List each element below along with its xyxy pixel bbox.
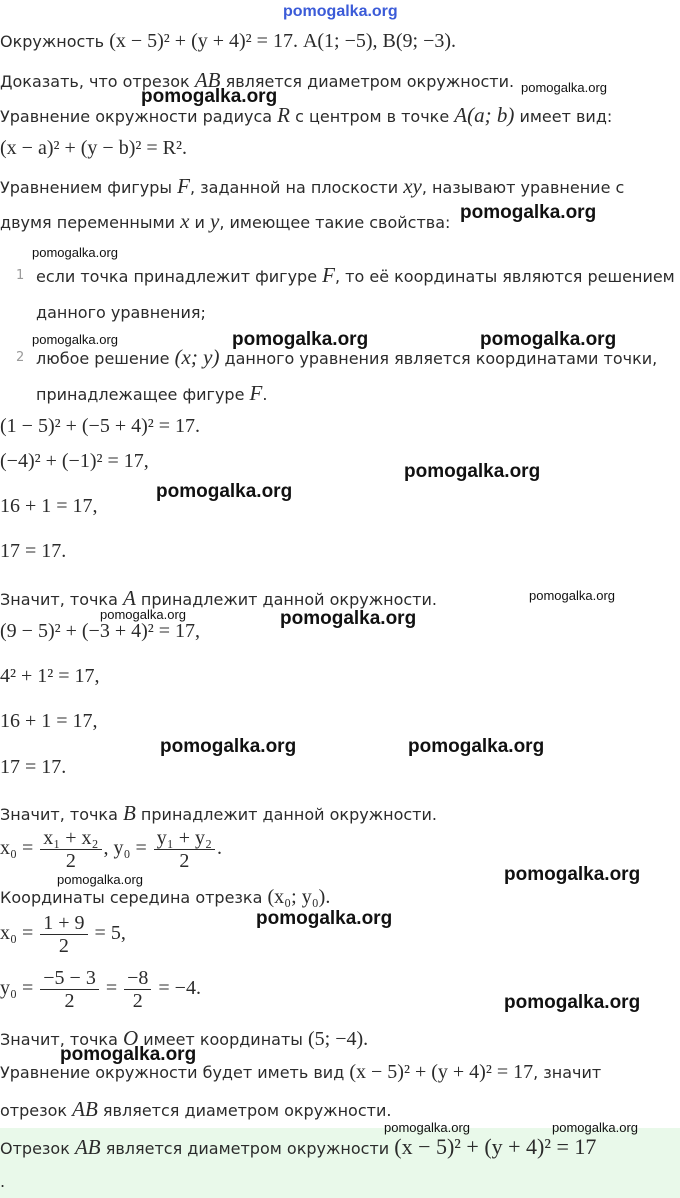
math: y₀ =	[0, 977, 34, 1000]
math: (x₀; y₀).	[267, 886, 331, 908]
fraction	[40, 827, 101, 872]
text: принадлежит данной окружности.	[140, 590, 437, 609]
numerator: −5 − 3	[40, 967, 99, 990]
answer-end: .	[0, 1172, 6, 1191]
math: R	[277, 103, 290, 127]
numerator: x₁ + x₂	[40, 827, 101, 850]
list-number: 2	[16, 350, 25, 365]
problem-label: Окружность	[0, 32, 105, 51]
text: является диаметром окружности.	[225, 72, 515, 91]
math: (x; y)	[174, 345, 220, 369]
text: двумя переменными	[0, 213, 175, 232]
math: x₀ =	[0, 922, 34, 945]
list-item-1-line-1	[36, 263, 675, 288]
check-b-line-2: 4² + 1² = 17,	[0, 665, 100, 687]
watermark: pomogalka.org	[256, 908, 393, 929]
watermark: pomogalka.org	[384, 1120, 470, 1135]
math: AB	[74, 1135, 101, 1159]
text: Значит, точка	[0, 805, 118, 824]
math: (5; −4).	[308, 1028, 369, 1050]
math: F	[322, 263, 335, 287]
text: Доказать, что отрезок	[0, 72, 190, 91]
text: имеет вид:	[519, 107, 613, 126]
math: x₀ =	[0, 837, 34, 860]
math: =	[105, 977, 118, 1000]
text: если точка принадлежит фигуре	[36, 267, 318, 286]
text: , то её координаты являются решением	[334, 267, 675, 286]
text: , имеющее такие свойства:	[219, 213, 451, 232]
check-a-line-4: 17 = 17.	[0, 540, 67, 562]
math: x	[180, 209, 190, 233]
watermark-top: pomogalka.org	[283, 3, 398, 20]
text: Значит, точка	[0, 590, 118, 609]
answer-line	[0, 1134, 596, 1160]
list-item-1-line-2: данного уравнения;	[36, 303, 206, 322]
text: является диаметром окружности	[105, 1139, 390, 1158]
check-a-line-2: (−4)² + (−1)² = 17,	[0, 450, 149, 472]
watermark: pomogalka.org	[160, 736, 297, 757]
watermark: pomogalka.org	[504, 992, 641, 1013]
watermark: pomogalka.org	[480, 329, 617, 350]
y0-calculation	[0, 967, 201, 1012]
text: Координаты середина отрезка	[0, 888, 263, 907]
numerator: y₁ + y₂	[154, 827, 215, 850]
fraction	[124, 967, 151, 1012]
denominator: 2	[65, 850, 76, 872]
watermark: pomogalka.org	[141, 86, 278, 107]
denominator: 2	[132, 990, 143, 1012]
check-b-line-1: (9 − 5)² + (−3 + 4)² = 17,	[0, 620, 201, 642]
midpoint-formula	[0, 827, 222, 872]
check-b-line-4: 17 = 17.	[0, 756, 67, 778]
math: (x − 5)² + (y + 4)² = 17	[394, 1134, 597, 1159]
text: любое решение	[36, 349, 170, 368]
watermark: pomogalka.org	[57, 872, 143, 887]
numerator: −8	[124, 967, 151, 990]
watermark: pomogalka.org	[529, 588, 615, 603]
watermark: pomogalka.org	[156, 481, 293, 502]
text: , заданной на плоскости	[189, 178, 399, 197]
watermark: pomogalka.org	[404, 461, 541, 482]
math: .	[217, 837, 222, 860]
text: , называют уравнение с	[421, 178, 625, 197]
watermark: pomogalka.org	[460, 202, 597, 223]
denominator: 2	[64, 990, 75, 1012]
text: с центром в точке	[295, 107, 450, 126]
theory-line-4	[0, 209, 450, 234]
watermark: pomogalka.org	[100, 607, 186, 622]
watermark: pomogalka.org	[60, 1044, 197, 1065]
math: (x − 5)² + (y + 4)² = 17	[349, 1061, 534, 1083]
text: принадлежит данной окружности.	[140, 805, 437, 824]
math: AB	[194, 68, 221, 92]
math: , y₀ =	[103, 837, 147, 860]
denominator: 2	[58, 935, 69, 957]
watermark: pomogalka.org	[521, 80, 607, 95]
check-b-conclusion	[0, 801, 437, 826]
midpoint-caption	[0, 886, 330, 909]
check-a-line-1: (1 − 5)² + (−5 + 4)² = 17.	[0, 415, 201, 437]
watermark: pomogalka.org	[32, 245, 118, 260]
text: данного уравнения является координатами точки,	[224, 349, 658, 368]
text: Отрезок	[0, 1139, 70, 1158]
theory-line-1	[0, 103, 612, 128]
text: отрезок	[0, 1101, 68, 1120]
fraction	[154, 827, 215, 872]
list-number: 1	[16, 268, 25, 283]
problem-equation: (x − 5)² + (y + 4)² = 17. A(1; −5), B(9; −3).	[109, 30, 457, 52]
list-item-2-line-2	[36, 381, 267, 406]
watermark: pomogalka.org	[280, 608, 417, 629]
numerator: 1 + 9	[40, 912, 87, 935]
fraction	[40, 912, 87, 957]
problem-line-1	[0, 30, 456, 53]
x0-calculation	[0, 912, 126, 957]
math: A	[123, 586, 136, 610]
final-line-2	[0, 1097, 391, 1122]
math: xy	[403, 174, 422, 198]
text: Значит, точка	[0, 1030, 118, 1049]
watermark: pomogalka.org	[504, 864, 641, 885]
theory-line-3	[0, 174, 624, 199]
text: .	[262, 385, 268, 404]
text: , значит	[533, 1063, 602, 1082]
text: Уравнение окружности будет иметь вид	[0, 1063, 345, 1082]
watermark: pomogalka.org	[552, 1120, 638, 1135]
math: y	[210, 209, 220, 233]
math: F	[177, 174, 190, 198]
math: AB	[72, 1097, 98, 1121]
text: Уравнением фигуры	[0, 178, 173, 197]
text: принадлежащее фигуре	[36, 385, 245, 404]
math: F	[249, 381, 263, 405]
check-b-line-3: 16 + 1 = 17,	[0, 710, 98, 732]
text: является диаметром окружности.	[102, 1101, 392, 1120]
watermark: pomogalka.org	[32, 332, 118, 347]
text: и	[194, 213, 205, 232]
math: O	[123, 1026, 139, 1050]
denominator: 2	[179, 850, 190, 872]
math: A(a; b)	[454, 103, 515, 127]
circle-general-equation: (x − a)² + (y − b)² = R².	[0, 137, 187, 159]
math: = 5,	[94, 922, 126, 945]
text: Уравнение окружности радиуса	[0, 107, 273, 126]
check-a-line-3: 16 + 1 = 17,	[0, 495, 98, 517]
fraction	[40, 967, 99, 1012]
text: имеет координаты	[143, 1030, 303, 1049]
watermark: pomogalka.org	[232, 329, 369, 350]
math: = −4.	[158, 977, 201, 1000]
math: B	[123, 801, 136, 825]
watermark: pomogalka.org	[408, 736, 545, 757]
